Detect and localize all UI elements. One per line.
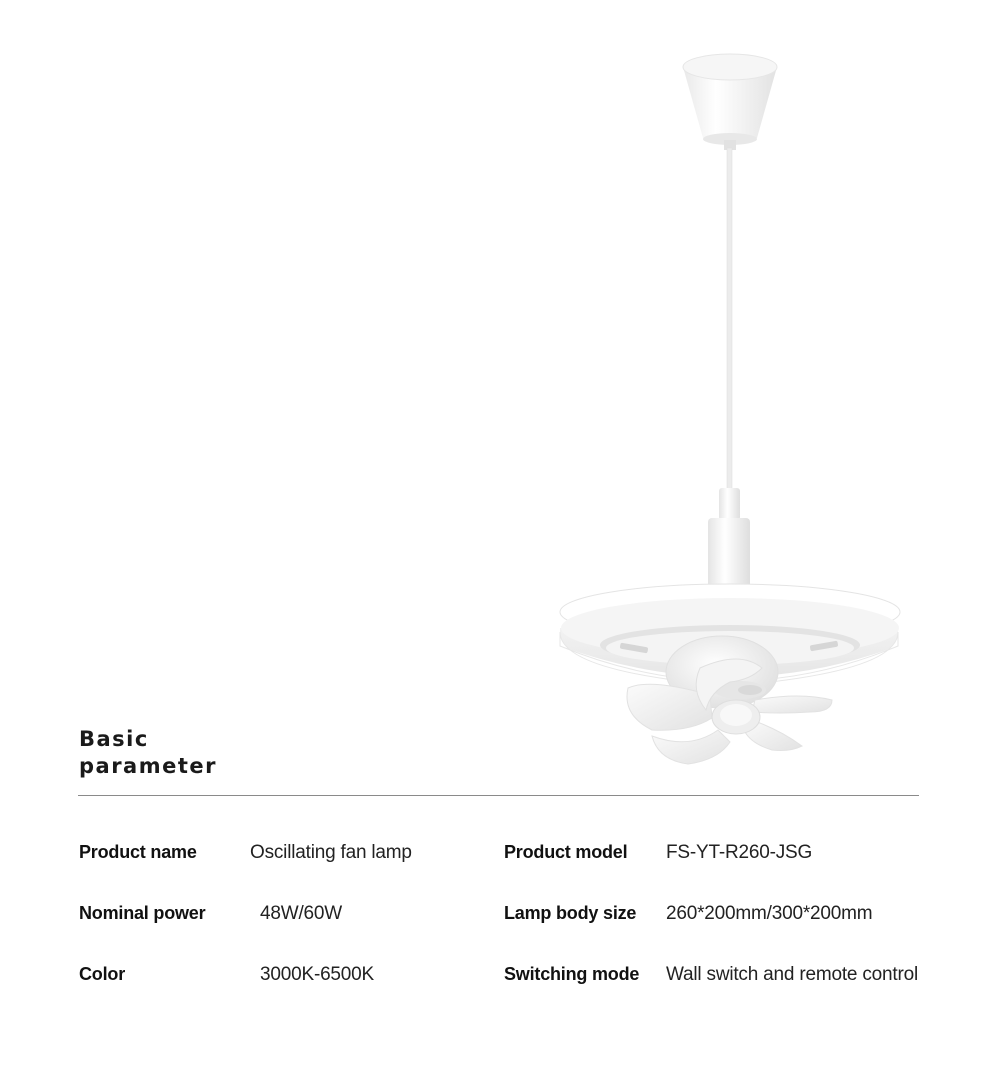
section-title (79, 726, 299, 780)
spec-value: FS-YT-R260-JSG (666, 842, 813, 863)
spec-value: 48W/60W (260, 903, 343, 924)
section-divider (78, 795, 919, 796)
spec-value: 260*200mm/300*200mm (666, 903, 873, 924)
spec-label: Color (79, 964, 125, 984)
spec-value: Wall switch and remote control (666, 964, 919, 985)
pendant-fan-lamp-icon (540, 40, 920, 780)
lamp-neck (708, 488, 750, 588)
spec-label: Switching mode (504, 964, 640, 984)
section-title-line2: parameter (79, 754, 217, 778)
section-title-line1: Basic (79, 727, 149, 751)
spec-label: Product name (79, 842, 197, 862)
spec-value: Oscillating fan lamp (250, 842, 412, 863)
spec-label: Nominal power (79, 903, 206, 923)
pendant-cable (727, 148, 732, 490)
spec-label: Product model (504, 842, 628, 862)
ceiling-canopy (683, 54, 777, 150)
spec-value: 3000K-6500K (260, 964, 375, 985)
spec-label: Lamp body size (504, 903, 637, 923)
